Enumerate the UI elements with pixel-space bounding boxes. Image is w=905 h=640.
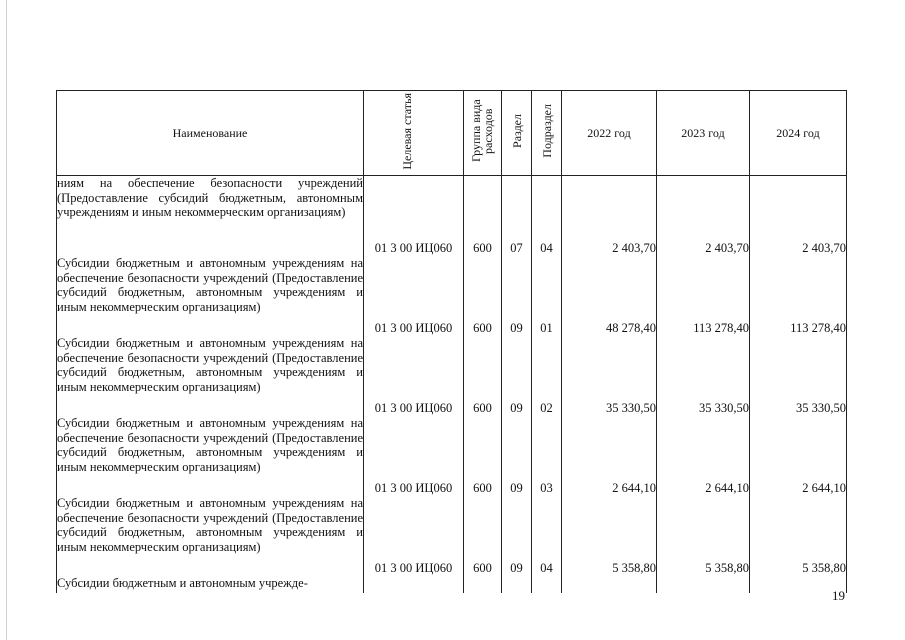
- row-subsection: 03: [532, 416, 562, 496]
- row-name: Субсидии бюджетным и автономным учреждениям на обеспечение безопасности учреждений (Предоставление субсидий бюджетным, автономным учреждениям и иным некоммерческим организациям): [57, 336, 364, 416]
- row-value-2022: 48 278,40: [562, 256, 657, 336]
- row-value-2022: 5 358,80: [562, 496, 657, 576]
- table-row: [57, 256, 847, 336]
- table-body: [57, 176, 847, 594]
- row-section: 09: [502, 496, 532, 576]
- row-expense-group: 600: [464, 256, 502, 336]
- row-subsection: 04: [532, 496, 562, 576]
- row-subsection: 01: [532, 256, 562, 336]
- row-section: 09: [502, 336, 532, 416]
- header-section: Раздел: [502, 91, 532, 176]
- row-name: ниям на обеспечение безопасности учреждений (Предоставление субсидий бюджетным, автономным учреждениям и иным некоммерческим организациям): [57, 176, 364, 257]
- table-row: [57, 576, 847, 593]
- header-year-2022: 2022 год: [562, 91, 657, 176]
- row-value-2024: 113 278,40: [750, 256, 847, 336]
- row-value-2023: 2 644,10: [657, 416, 750, 496]
- row-expense-group: [464, 576, 502, 593]
- row-name: Субсидии бюджетным и автономным учреждениям на обеспечение безопасности учреждений (Предоставление субсидий бюджетным, автономным учреждениям и иным некоммерческим организациям): [57, 496, 364, 576]
- row-name: Субсидии бюджетным и автономным учрежде-: [57, 576, 364, 593]
- row-section: 07: [502, 176, 532, 257]
- page-edge-line: [6, 0, 7, 640]
- budget-table: [56, 90, 847, 593]
- row-section: 09: [502, 416, 532, 496]
- row-name: Субсидии бюджетным и автономным учреждениям на обеспечение безопасности учреждений (Предоставление субсидий бюджетным, автономным учреждениям и иным некоммерческим организациям): [57, 416, 364, 496]
- row-target-article: 01 3 00 ИЦ060: [364, 256, 464, 336]
- header-subsection: Подраздел: [532, 91, 562, 176]
- table-row: [57, 176, 847, 257]
- row-value-2022: 2 403,70: [562, 176, 657, 257]
- row-target-article: 01 3 00 ИЦ060: [364, 416, 464, 496]
- row-subsection: [532, 576, 562, 593]
- row-section: [502, 576, 532, 593]
- row-value-2024: 35 330,50: [750, 336, 847, 416]
- row-value-2023: 2 403,70: [657, 176, 750, 257]
- row-target-article: 01 3 00 ИЦ060: [364, 496, 464, 576]
- row-value-2023: 5 358,80: [657, 496, 750, 576]
- header-year-2023: 2023 год: [657, 91, 750, 176]
- row-value-2023: [657, 576, 750, 593]
- table-row: [57, 416, 847, 496]
- row-value-2022: 2 644,10: [562, 416, 657, 496]
- row-expense-group: 600: [464, 336, 502, 416]
- row-value-2023: 35 330,50: [657, 336, 750, 416]
- table-header: [57, 91, 847, 176]
- header-name: Наименование: [57, 91, 364, 176]
- row-value-2024: 2 644,10: [750, 416, 847, 496]
- header-target-article: Целевая статья: [364, 91, 464, 176]
- row-target-article: 01 3 00 ИЦ060: [364, 336, 464, 416]
- page-number: 19: [832, 588, 845, 603]
- row-name: Субсидии бюджетным и автономным учреждениям на обеспечение безопасности учреждений (Предоставление субсидий бюджетным, автономным учреждениям и иным некоммерческим организациям): [57, 256, 364, 336]
- row-value-2022: 35 330,50: [562, 336, 657, 416]
- row-target-article: [364, 576, 464, 593]
- row-expense-group: 600: [464, 176, 502, 257]
- row-value-2023: 113 278,40: [657, 256, 750, 336]
- row-section: 09: [502, 256, 532, 336]
- row-expense-group: 600: [464, 416, 502, 496]
- row-target-article: 01 3 00 ИЦ060: [364, 176, 464, 257]
- row-expense-group: 600: [464, 496, 502, 576]
- row-subsection: 02: [532, 336, 562, 416]
- row-subsection: 04: [532, 176, 562, 257]
- header-year-2024: 2024 год: [750, 91, 847, 176]
- table-row: [57, 496, 847, 576]
- table-row: [57, 336, 847, 416]
- row-value-2024: 2 403,70: [750, 176, 847, 257]
- row-value-2022: [562, 576, 657, 593]
- row-value-2024: 5 358,80: [750, 496, 847, 576]
- header-expense-group: Группа вида расходов: [464, 91, 502, 176]
